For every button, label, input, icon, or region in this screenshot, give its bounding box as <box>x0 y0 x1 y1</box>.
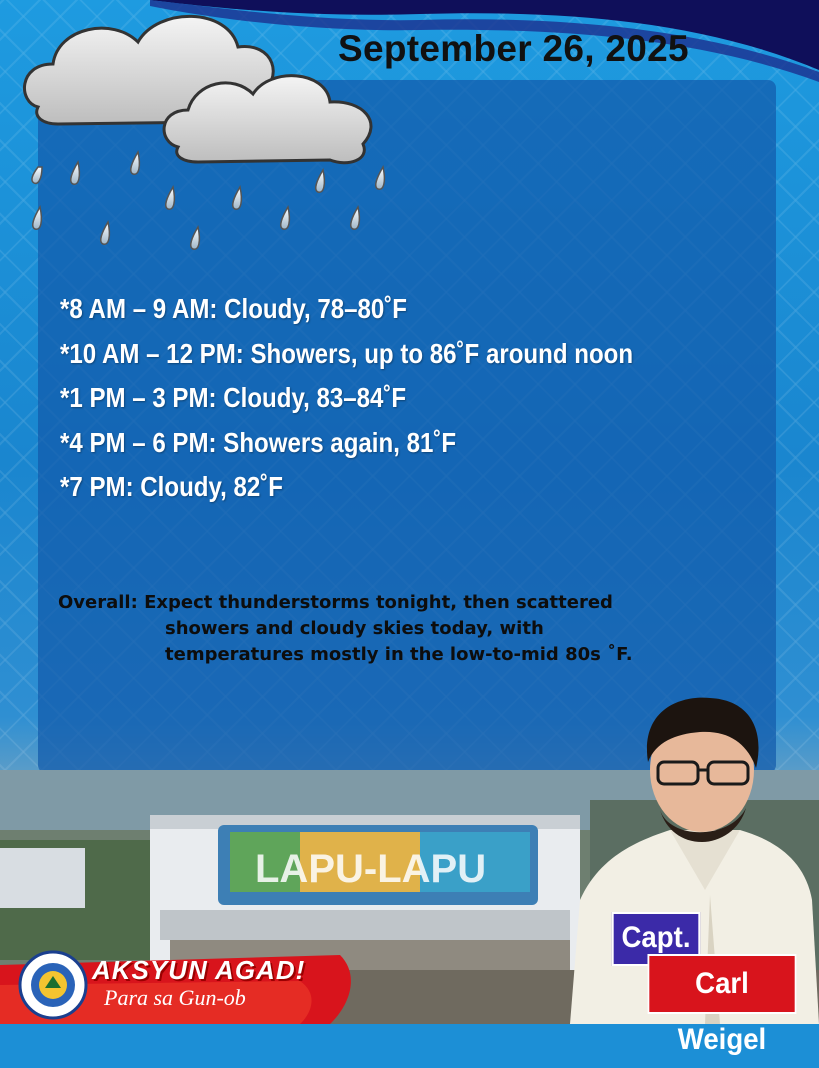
building-sign: LAPU-LAPU <box>255 847 487 891</box>
overall-line-2: showers and cloudy skies today, with <box>165 618 544 639</box>
overall-line-1: Expect thunderstorms tonight, then scattered <box>144 592 613 613</box>
hourly-forecast-list <box>60 287 726 510</box>
forecast-item: *1 PM – 3 PM: Cloudy, 83–84˚F <box>60 382 407 413</box>
rain-cloud-icon <box>18 2 398 262</box>
overall-summary <box>58 590 758 668</box>
slogan-para-sa-gun-ob: Para sa Gun-ob <box>104 985 246 1010</box>
overall-label: Overall: <box>58 592 138 613</box>
forecast-item: *7 PM: Cloudy, 82˚F <box>60 471 283 502</box>
title-badge: Capt. <box>612 912 700 966</box>
barangay-seal-logo <box>18 950 88 1020</box>
forecast-item: *10 AM – 12 PM: Showers, up to 86˚F around noon <box>60 337 634 369</box>
date-heading: September 26, 2025 <box>338 28 689 69</box>
forecast-item: *4 PM – 6 PM: Showers again, 81˚F <box>60 426 457 458</box>
overall-line-3: temperatures mostly in the low-to-mid 80s ˚F. <box>165 644 633 665</box>
slogan-aksyun-agad: AKSYUN AGAD! <box>92 955 306 985</box>
forecast-item: *8 AM – 9 AM: Cloudy, 78–80˚F <box>60 293 408 324</box>
name-badge: Carl Weigel <box>647 954 796 1014</box>
